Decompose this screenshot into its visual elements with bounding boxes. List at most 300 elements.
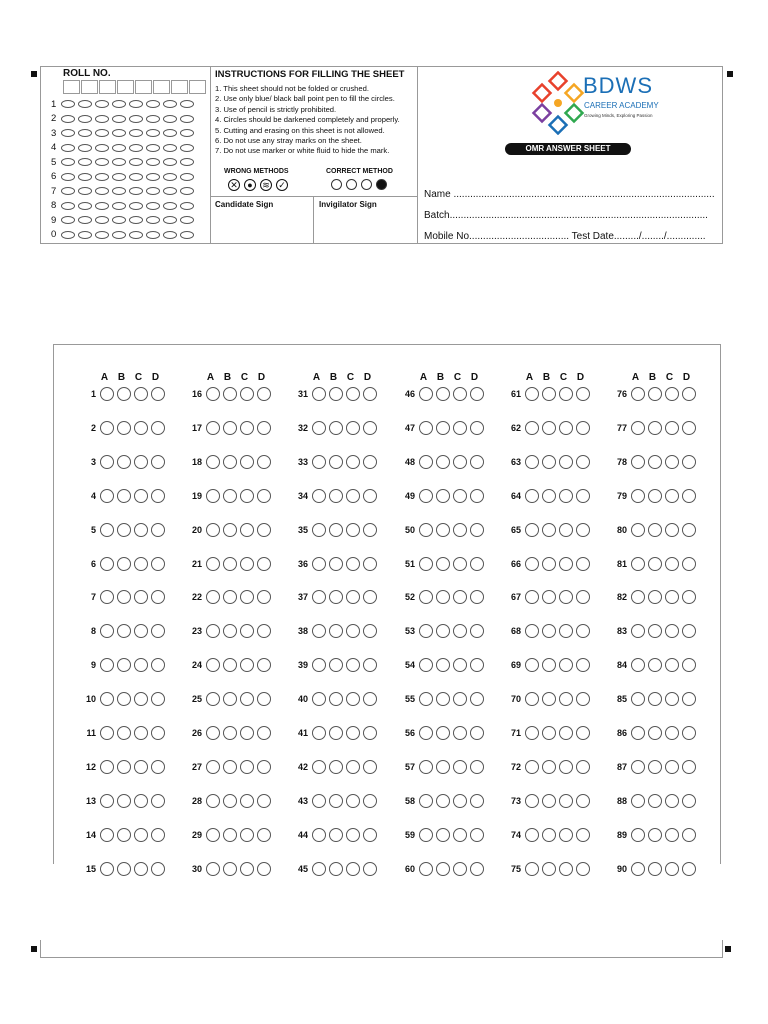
roll-bubble[interactable] [78,100,92,108]
answer-bubble[interactable] [453,862,467,876]
answer-bubble[interactable] [329,523,343,537]
answer-bubble[interactable] [419,760,433,774]
answer-bubble[interactable] [329,421,343,435]
answer-bubble[interactable] [525,726,539,740]
answer-bubble[interactable] [206,794,220,808]
answer-bubble[interactable] [346,862,360,876]
answer-bubble[interactable] [525,523,539,537]
answer-bubble[interactable] [648,489,662,503]
answer-bubble[interactable] [134,421,148,435]
roll-bubble[interactable] [129,173,143,181]
answer-bubble[interactable] [240,726,254,740]
answer-bubble[interactable] [436,523,450,537]
answer-bubble[interactable] [419,862,433,876]
answer-bubble[interactable] [470,387,484,401]
answer-bubble[interactable] [151,828,165,842]
answer-bubble[interactable] [151,726,165,740]
answer-bubble[interactable] [542,794,556,808]
answer-bubble[interactable] [257,658,271,672]
answer-bubble[interactable] [363,726,377,740]
roll-bubble[interactable] [180,216,194,224]
answer-bubble[interactable] [542,455,556,469]
roll-bubble[interactable] [163,100,177,108]
answer-bubble[interactable] [206,557,220,571]
answer-bubble[interactable] [559,726,573,740]
roll-bubble[interactable] [95,216,109,224]
answer-bubble[interactable] [223,455,237,469]
answer-bubble[interactable] [363,794,377,808]
answer-bubble[interactable] [453,523,467,537]
answer-bubble[interactable] [559,387,573,401]
answer-bubble[interactable] [682,489,696,503]
answer-bubble[interactable] [542,862,556,876]
answer-bubble[interactable] [240,489,254,503]
answer-bubble[interactable] [419,387,433,401]
answer-bubble[interactable] [346,658,360,672]
roll-bubble[interactable] [95,187,109,195]
answer-bubble[interactable] [257,557,271,571]
answer-bubble[interactable] [257,828,271,842]
answer-bubble[interactable] [240,590,254,604]
roll-bubble[interactable] [163,158,177,166]
answer-bubble[interactable] [240,658,254,672]
answer-bubble[interactable] [559,421,573,435]
answer-bubble[interactable] [329,692,343,706]
answer-bubble[interactable] [542,421,556,435]
answer-bubble[interactable] [257,794,271,808]
answer-bubble[interactable] [631,455,645,469]
answer-bubble[interactable] [134,794,148,808]
answer-bubble[interactable] [206,658,220,672]
answer-bubble[interactable] [206,726,220,740]
answer-bubble[interactable] [682,557,696,571]
answer-bubble[interactable] [542,624,556,638]
answer-bubble[interactable] [257,489,271,503]
answer-bubble[interactable] [576,692,590,706]
answer-bubble[interactable] [363,862,377,876]
answer-bubble[interactable] [312,760,326,774]
answer-bubble[interactable] [648,794,662,808]
roll-bubble[interactable] [95,202,109,210]
roll-bubble[interactable] [163,173,177,181]
roll-bubble[interactable] [129,129,143,137]
answer-bubble[interactable] [453,794,467,808]
answer-bubble[interactable] [470,489,484,503]
answer-bubble[interactable] [134,624,148,638]
roll-box[interactable] [99,80,116,94]
answer-bubble[interactable] [151,489,165,503]
answer-bubble[interactable] [470,794,484,808]
roll-bubble[interactable] [95,100,109,108]
roll-bubble[interactable] [163,231,177,239]
answer-bubble[interactable] [223,523,237,537]
roll-bubble[interactable] [163,144,177,152]
answer-bubble[interactable] [682,624,696,638]
answer-bubble[interactable] [363,421,377,435]
answer-bubble[interactable] [436,828,450,842]
answer-bubble[interactable] [648,828,662,842]
answer-bubble[interactable] [525,828,539,842]
answer-bubble[interactable] [631,523,645,537]
answer-bubble[interactable] [346,557,360,571]
roll-bubble[interactable] [146,100,160,108]
answer-bubble[interactable] [559,590,573,604]
answer-bubble[interactable] [525,489,539,503]
answer-bubble[interactable] [312,692,326,706]
answer-bubble[interactable] [453,760,467,774]
answer-bubble[interactable] [525,692,539,706]
answer-bubble[interactable] [453,692,467,706]
answer-bubble[interactable] [631,726,645,740]
answer-bubble[interactable] [117,658,131,672]
answer-bubble[interactable] [648,624,662,638]
answer-bubble[interactable] [419,590,433,604]
roll-bubble[interactable] [112,144,126,152]
answer-bubble[interactable] [559,658,573,672]
answer-bubble[interactable] [134,760,148,774]
answer-bubble[interactable] [312,726,326,740]
answer-bubble[interactable] [436,726,450,740]
answer-bubble[interactable] [134,489,148,503]
answer-bubble[interactable] [648,692,662,706]
answer-bubble[interactable] [453,489,467,503]
answer-bubble[interactable] [665,760,679,774]
answer-bubble[interactable] [223,658,237,672]
answer-bubble[interactable] [665,387,679,401]
answer-bubble[interactable] [134,557,148,571]
answer-bubble[interactable] [134,523,148,537]
answer-bubble[interactable] [542,590,556,604]
answer-bubble[interactable] [525,760,539,774]
answer-bubble[interactable] [453,455,467,469]
roll-bubble[interactable] [112,202,126,210]
answer-bubble[interactable] [631,692,645,706]
roll-bubble[interactable] [146,129,160,137]
roll-bubble[interactable] [112,187,126,195]
answer-bubble[interactable] [682,523,696,537]
answer-bubble[interactable] [223,726,237,740]
answer-bubble[interactable] [312,455,326,469]
answer-bubble[interactable] [648,590,662,604]
answer-bubble[interactable] [329,489,343,503]
answer-bubble[interactable] [665,862,679,876]
answer-bubble[interactable] [206,828,220,842]
answer-bubble[interactable] [525,794,539,808]
answer-bubble[interactable] [665,489,679,503]
roll-bubble[interactable] [146,216,160,224]
roll-bubble[interactable] [95,129,109,137]
answer-bubble[interactable] [257,692,271,706]
answer-bubble[interactable] [682,828,696,842]
answer-bubble[interactable] [470,862,484,876]
answer-bubble[interactable] [419,794,433,808]
answer-bubble[interactable] [206,692,220,706]
answer-bubble[interactable] [559,624,573,638]
answer-bubble[interactable] [648,862,662,876]
answer-bubble[interactable] [576,624,590,638]
roll-bubble[interactable] [112,173,126,181]
answer-bubble[interactable] [346,692,360,706]
answer-bubble[interactable] [559,828,573,842]
answer-bubble[interactable] [329,760,343,774]
roll-bubble[interactable] [78,202,92,210]
answer-bubble[interactable] [240,387,254,401]
answer-bubble[interactable] [682,658,696,672]
answer-bubble[interactable] [470,523,484,537]
answer-bubble[interactable] [206,523,220,537]
answer-bubble[interactable] [329,828,343,842]
answer-bubble[interactable] [117,624,131,638]
answer-bubble[interactable] [117,862,131,876]
answer-bubble[interactable] [631,794,645,808]
answer-bubble[interactable] [542,489,556,503]
roll-bubble[interactable] [180,202,194,210]
answer-bubble[interactable] [223,828,237,842]
answer-bubble[interactable] [631,590,645,604]
answer-bubble[interactable] [665,624,679,638]
roll-bubble[interactable] [78,173,92,181]
answer-bubble[interactable] [240,523,254,537]
answer-bubble[interactable] [682,726,696,740]
roll-bubble[interactable] [78,216,92,224]
roll-bubble[interactable] [95,158,109,166]
answer-bubble[interactable] [206,421,220,435]
answer-bubble[interactable] [117,557,131,571]
answer-bubble[interactable] [206,489,220,503]
roll-bubble[interactable] [129,187,143,195]
roll-bubble[interactable] [180,158,194,166]
answer-bubble[interactable] [312,862,326,876]
answer-bubble[interactable] [436,590,450,604]
answer-bubble[interactable] [436,760,450,774]
answer-bubble[interactable] [312,828,326,842]
roll-bubble[interactable] [95,144,109,152]
answer-bubble[interactable] [151,387,165,401]
answer-bubble[interactable] [682,590,696,604]
answer-bubble[interactable] [559,692,573,706]
roll-bubble[interactable] [78,158,92,166]
answer-bubble[interactable] [240,421,254,435]
answer-bubble[interactable] [542,760,556,774]
roll-bubble[interactable] [129,231,143,239]
answer-bubble[interactable] [525,862,539,876]
answer-bubble[interactable] [312,794,326,808]
answer-bubble[interactable] [312,387,326,401]
roll-bubble[interactable] [146,115,160,123]
answer-bubble[interactable] [453,624,467,638]
answer-bubble[interactable] [240,794,254,808]
mobile-date-field[interactable]: Mobile No.................................... Test Date........./......../.............. [424,231,706,242]
answer-bubble[interactable] [206,455,220,469]
answer-bubble[interactable] [100,421,114,435]
answer-bubble[interactable] [346,455,360,469]
answer-bubble[interactable] [257,590,271,604]
roll-bubble[interactable] [180,231,194,239]
answer-bubble[interactable] [223,862,237,876]
answer-bubble[interactable] [257,523,271,537]
answer-bubble[interactable] [346,489,360,503]
answer-bubble[interactable] [559,489,573,503]
roll-bubble[interactable] [112,129,126,137]
answer-bubble[interactable] [631,489,645,503]
answer-bubble[interactable] [312,523,326,537]
answer-bubble[interactable] [542,387,556,401]
answer-bubble[interactable] [100,455,114,469]
answer-bubble[interactable] [631,421,645,435]
answer-bubble[interactable] [240,624,254,638]
roll-bubble[interactable] [61,173,75,181]
answer-bubble[interactable] [436,862,450,876]
answer-bubble[interactable] [100,794,114,808]
answer-bubble[interactable] [682,455,696,469]
answer-bubble[interactable] [542,692,556,706]
roll-bubble[interactable] [61,187,75,195]
answer-bubble[interactable] [117,828,131,842]
answer-bubble[interactable] [631,862,645,876]
roll-bubble[interactable] [129,144,143,152]
answer-bubble[interactable] [117,421,131,435]
answer-bubble[interactable] [419,523,433,537]
answer-bubble[interactable] [329,794,343,808]
answer-bubble[interactable] [576,658,590,672]
answer-bubble[interactable] [223,692,237,706]
roll-bubble[interactable] [129,100,143,108]
answer-bubble[interactable] [470,760,484,774]
answer-bubble[interactable] [419,726,433,740]
answer-bubble[interactable] [346,421,360,435]
roll-bubble[interactable] [95,115,109,123]
answer-bubble[interactable] [576,590,590,604]
answer-bubble[interactable] [117,590,131,604]
answer-bubble[interactable] [576,794,590,808]
roll-bubble[interactable] [180,144,194,152]
answer-bubble[interactable] [648,726,662,740]
answer-bubble[interactable] [363,455,377,469]
answer-bubble[interactable] [257,624,271,638]
answer-bubble[interactable] [419,658,433,672]
answer-bubble[interactable] [257,421,271,435]
answer-bubble[interactable] [436,794,450,808]
answer-bubble[interactable] [682,692,696,706]
answer-bubble[interactable] [470,624,484,638]
answer-bubble[interactable] [240,557,254,571]
roll-bubble[interactable] [180,129,194,137]
roll-bubble[interactable] [112,115,126,123]
answer-bubble[interactable] [436,658,450,672]
roll-bubble[interactable] [78,231,92,239]
roll-bubble[interactable] [146,187,160,195]
name-field[interactable]: Name .............................................................................................. [424,189,715,200]
roll-box[interactable] [135,80,152,94]
answer-bubble[interactable] [329,590,343,604]
roll-box[interactable] [189,80,206,94]
roll-box[interactable] [171,80,188,94]
roll-bubble[interactable] [95,231,109,239]
answer-bubble[interactable] [682,387,696,401]
answer-bubble[interactable] [151,523,165,537]
answer-bubble[interactable] [665,794,679,808]
answer-bubble[interactable] [223,760,237,774]
answer-bubble[interactable] [665,726,679,740]
roll-bubble[interactable] [129,202,143,210]
answer-bubble[interactable] [453,828,467,842]
answer-bubble[interactable] [470,658,484,672]
answer-bubble[interactable] [329,455,343,469]
answer-bubble[interactable] [576,726,590,740]
answer-bubble[interactable] [117,523,131,537]
answer-bubble[interactable] [100,658,114,672]
roll-bubble[interactable] [163,216,177,224]
answer-bubble[interactable] [559,794,573,808]
answer-bubble[interactable] [117,455,131,469]
answer-bubble[interactable] [329,387,343,401]
answer-bubble[interactable] [453,590,467,604]
answer-bubble[interactable] [631,557,645,571]
answer-bubble[interactable] [419,692,433,706]
answer-bubble[interactable] [665,523,679,537]
answer-bubble[interactable] [682,421,696,435]
answer-bubble[interactable] [223,387,237,401]
answer-bubble[interactable] [470,590,484,604]
answer-bubble[interactable] [329,726,343,740]
answer-bubble[interactable] [453,421,467,435]
answer-bubble[interactable] [419,489,433,503]
answer-bubble[interactable] [525,387,539,401]
answer-bubble[interactable] [346,624,360,638]
answer-bubble[interactable] [542,658,556,672]
answer-bubble[interactable] [151,692,165,706]
answer-bubble[interactable] [363,692,377,706]
roll-bubble[interactable] [78,144,92,152]
answer-bubble[interactable] [117,760,131,774]
roll-bubble[interactable] [180,100,194,108]
answer-bubble[interactable] [363,624,377,638]
answer-bubble[interactable] [363,590,377,604]
answer-bubble[interactable] [665,590,679,604]
batch-field[interactable]: Batch............................................................................................. [424,210,708,221]
answer-bubble[interactable] [648,557,662,571]
answer-bubble[interactable] [631,624,645,638]
answer-bubble[interactable] [206,862,220,876]
answer-bubble[interactable] [223,794,237,808]
roll-bubble[interactable] [95,173,109,181]
roll-box[interactable] [63,80,80,94]
answer-bubble[interactable] [648,421,662,435]
answer-bubble[interactable] [631,828,645,842]
roll-bubble[interactable] [61,100,75,108]
answer-bubble[interactable] [223,590,237,604]
answer-bubble[interactable] [151,760,165,774]
answer-bubble[interactable] [134,387,148,401]
answer-bubble[interactable] [576,455,590,469]
answer-bubble[interactable] [134,726,148,740]
answer-bubble[interactable] [436,489,450,503]
answer-bubble[interactable] [682,862,696,876]
answer-bubble[interactable] [151,421,165,435]
answer-bubble[interactable] [206,590,220,604]
answer-bubble[interactable] [240,455,254,469]
answer-bubble[interactable] [470,557,484,571]
answer-bubble[interactable] [312,658,326,672]
answer-bubble[interactable] [134,828,148,842]
answer-bubble[interactable] [525,421,539,435]
roll-bubble[interactable] [129,115,143,123]
answer-bubble[interactable] [257,760,271,774]
answer-bubble[interactable] [631,760,645,774]
answer-bubble[interactable] [542,828,556,842]
answer-bubble[interactable] [100,726,114,740]
answer-bubble[interactable] [682,760,696,774]
